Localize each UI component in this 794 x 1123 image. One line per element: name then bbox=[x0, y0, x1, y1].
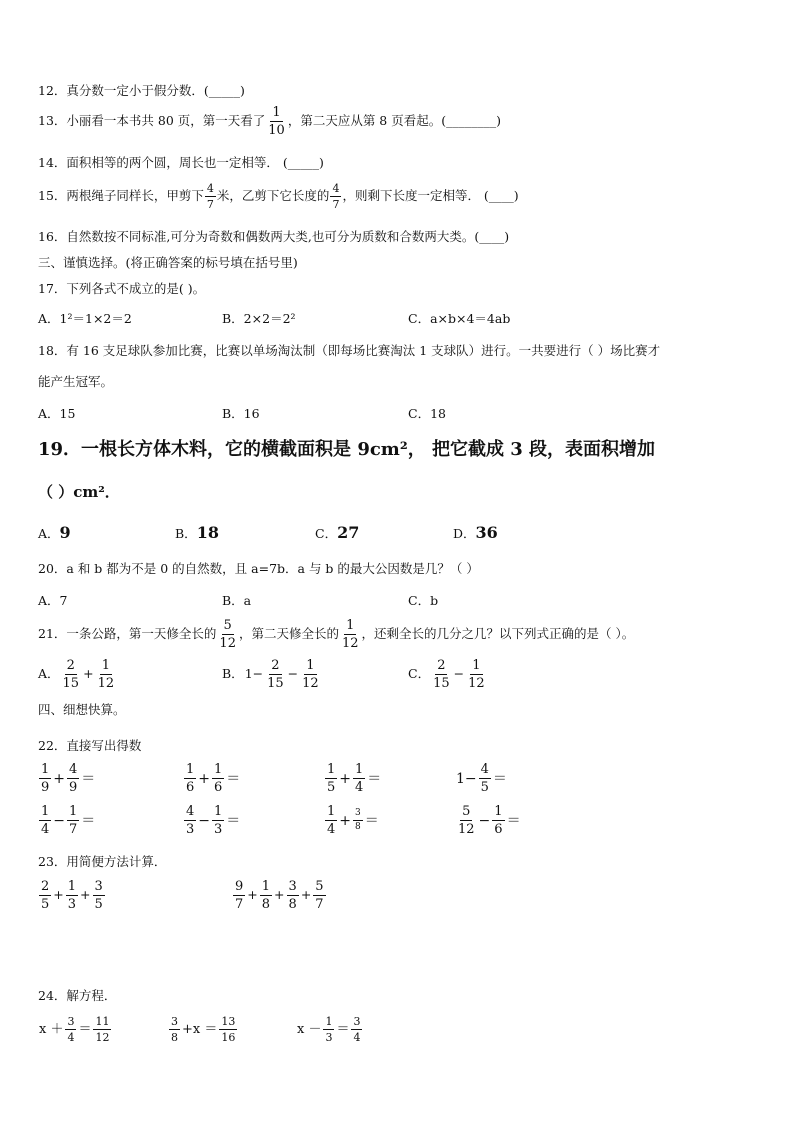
fraction: $\frac{1}{12}$ bbox=[302, 658, 319, 691]
fraction: $\frac{1}{12}$ bbox=[468, 658, 485, 691]
option-c: C．a×b×4＝4ab bbox=[408, 311, 511, 326]
q22-item-8: $\frac{5}{12}$ − $\frac{1}{6}$ ＝ bbox=[458, 804, 521, 837]
fraction: $\frac{4}{7}$ bbox=[206, 182, 214, 211]
fraction: $\frac{1}{4}$ bbox=[355, 762, 364, 795]
question-12: 12．真分数一定小于假分数．(_____) bbox=[38, 83, 245, 98]
fraction: $\frac{3}{5}$ bbox=[94, 879, 103, 912]
fraction: $\frac{2}{15}$ bbox=[267, 658, 284, 691]
q22-item-7: $\frac{1}{4}$ + $\frac{3}{8}$ ＝ bbox=[327, 804, 379, 837]
question-15-text-a: 15．两根绳子同样长，甲剪下 bbox=[38, 188, 204, 203]
fraction: $\frac{1}{9}$ bbox=[41, 762, 50, 795]
q22-item-1: $\frac{1}{9}$ + $\frac{4}{9}$ ＝ bbox=[41, 762, 96, 795]
fraction: $\frac{1}{6}$ bbox=[214, 762, 223, 795]
fraction: $\frac{2}{15}$ bbox=[62, 658, 80, 691]
q22-item-6: $\frac{4}{3}$ − $\frac{1}{3}$ ＝ bbox=[186, 804, 241, 837]
fraction: $\frac{1}{5}$ bbox=[327, 762, 336, 795]
option-a: A．7 bbox=[38, 593, 68, 608]
question-21-stem: 21．一条公路，第一天修全长的 $\frac{5}{12}$ ，第二天修全长的 $\frac{1}{12}$ ，还剩全长的几分之几？以下列式正确的是（ ）。 bbox=[38, 618, 635, 651]
fraction: $\frac{1}{6}$ bbox=[494, 804, 503, 837]
question-19-line-1: 19．一根长方体木料，它的横截面积是 9cm²， 把它截成 3 段，表面积增加 bbox=[38, 439, 656, 460]
section-3-heading: 三、谨慎选择。(将正确答案的标号填在括号里) bbox=[38, 255, 298, 270]
option-c: C．27 bbox=[315, 523, 360, 542]
fraction: $\frac{5}{12}$ bbox=[458, 804, 475, 837]
q24-equation-1: x ＋ $\frac{3}{4}$ ＝ $\frac{11}{12}$ bbox=[39, 1015, 110, 1044]
option-a: A．1²＝1×2＝2 bbox=[38, 311, 132, 326]
q24-equation-2: $\frac{3}{8}$ +x ＝ $\frac{13}{16}$ bbox=[171, 1015, 236, 1044]
fraction: $\frac{3}{8}$ bbox=[171, 1015, 178, 1044]
question-20-stem: 20．a 和 b 都为不是 0 的自然数，且 a=7b．a 与 b 的最大公因数是几？（ ） bbox=[38, 561, 479, 576]
question-18-line-2: 能产生冠军。 bbox=[38, 374, 114, 389]
q22-item-3: $\frac{1}{5}$ + $\frac{1}{4}$ ＝ bbox=[327, 762, 382, 795]
fraction: $\frac{2}{5}$ bbox=[41, 879, 50, 912]
option-a: A．9 bbox=[38, 523, 71, 542]
question-16: 16．自然数按不同标准,可分为奇数和偶数两大类,也可分为质数和合数两大类。(____) bbox=[38, 229, 510, 244]
question-18-line-1: 18．有 16 支足球队参加比赛，比赛以单场淘汰制（即每场比赛淘汰 1 支球队）进行。一共要进行（ ）场比赛才 bbox=[38, 343, 661, 358]
fraction: $\frac{1}{10}$ bbox=[268, 105, 285, 138]
option-b: B．18 bbox=[175, 523, 219, 542]
fraction: $\frac{11}{12}$ bbox=[95, 1015, 110, 1044]
option-b: B．16 bbox=[222, 406, 260, 421]
question-13-text-b: ，第二天应从第 8 页看起。(________) bbox=[287, 113, 501, 128]
fraction: $\frac{13}{16}$ bbox=[221, 1015, 236, 1044]
q23-expression-2: $\frac{9}{7}$ + $\frac{1}{8}$ + $\frac{3}{8}$ + $\frac{5}{7}$ bbox=[235, 879, 324, 912]
fraction: $\frac{1}{8}$ bbox=[261, 879, 271, 912]
fraction: $\frac{4}{3}$ bbox=[186, 804, 195, 837]
question-19-line-2: （ ）cm²． bbox=[38, 483, 120, 501]
q22-item-4: 1− $\frac{4}{5}$ ＝ bbox=[456, 762, 507, 795]
q23-expression-1: $\frac{2}{5}$ + $\frac{1}{3}$ + $\frac{3}{5}$ bbox=[41, 879, 103, 912]
section-4-heading: 四、细想快算。 bbox=[38, 702, 126, 717]
fraction: $\frac{1}{12}$ bbox=[97, 658, 115, 691]
fraction: $\frac{1}{4}$ bbox=[327, 804, 336, 837]
option-a: A． $\frac{2}{15}$ + $\frac{1}{12}$ bbox=[38, 658, 115, 691]
fraction: $\frac{9}{7}$ bbox=[235, 879, 244, 912]
q22-item-2: $\frac{1}{6}$ + $\frac{1}{6}$ ＝ bbox=[186, 762, 241, 795]
fraction: $\frac{3}{4}$ bbox=[67, 1015, 75, 1044]
option-c: C． $\frac{2}{15}$ − $\frac{1}{12}$ bbox=[408, 658, 485, 691]
question-24-title: 24．解方程． bbox=[38, 988, 117, 1003]
fraction: $\frac{1}{3}$ bbox=[214, 804, 223, 837]
option-b: B．2×2＝2² bbox=[222, 311, 296, 326]
question-22-title: 22．直接写出得数 bbox=[38, 738, 142, 753]
fraction: $\frac{1}{3}$ bbox=[67, 879, 77, 912]
question-23-title: 23．用简便方法计算． bbox=[38, 854, 167, 869]
fraction: $\frac{5}{12}$ bbox=[219, 618, 236, 651]
fraction: $\frac{2}{15}$ bbox=[433, 658, 450, 691]
option-c: C．b bbox=[408, 593, 439, 608]
fraction: $\frac{1}{12}$ bbox=[341, 618, 359, 651]
fraction: $\frac{1}{3}$ bbox=[325, 1015, 333, 1044]
fraction: $\frac{1}{4}$ bbox=[41, 804, 50, 837]
q22-item-5: $\frac{1}{4}$ − $\frac{1}{7}$ ＝ bbox=[41, 804, 96, 837]
question-15 bbox=[38, 183, 519, 210]
fraction: $\frac{4}{9}$ bbox=[69, 762, 78, 795]
option-b: B．1− $\frac{2}{15}$ − $\frac{1}{12}$ bbox=[222, 658, 319, 691]
question-13-text-a: 13．小丽看一本书共 80 页，第一天看了 bbox=[38, 113, 266, 128]
question-13 bbox=[38, 106, 501, 137]
option-b: B．a bbox=[222, 593, 252, 608]
fraction: $\frac{1}{7}$ bbox=[69, 804, 78, 837]
question-14: 14．面积相等的两个圆，周长也一定相等． (_____) bbox=[38, 155, 324, 170]
option-c: C．18 bbox=[408, 406, 446, 421]
fraction: $\frac{3}{8}$ bbox=[288, 879, 297, 912]
question-17-stem: 17．下列各式不成立的是( )。 bbox=[38, 281, 206, 296]
option-d: D．36 bbox=[453, 523, 498, 542]
fraction: $\frac{1}{6}$ bbox=[186, 762, 195, 795]
fraction: $\frac{4}{7}$ bbox=[332, 182, 340, 211]
q24-equation-3: x － $\frac{1}{3}$ ＝ $\frac{3}{4}$ bbox=[297, 1015, 361, 1044]
option-a: A．15 bbox=[38, 406, 76, 421]
fraction: $\frac{4}{5}$ bbox=[480, 762, 489, 795]
fraction: $\frac{3}{4}$ bbox=[353, 1015, 361, 1044]
fraction: $\frac{5}{7}$ bbox=[315, 879, 324, 912]
question-15-text-b: 米，乙剪下它长度的 bbox=[216, 188, 330, 203]
fraction: $\frac{3}{8}$ bbox=[355, 808, 361, 832]
question-15-text-c: ，则剩下长度一定相等． (____) bbox=[342, 188, 519, 203]
